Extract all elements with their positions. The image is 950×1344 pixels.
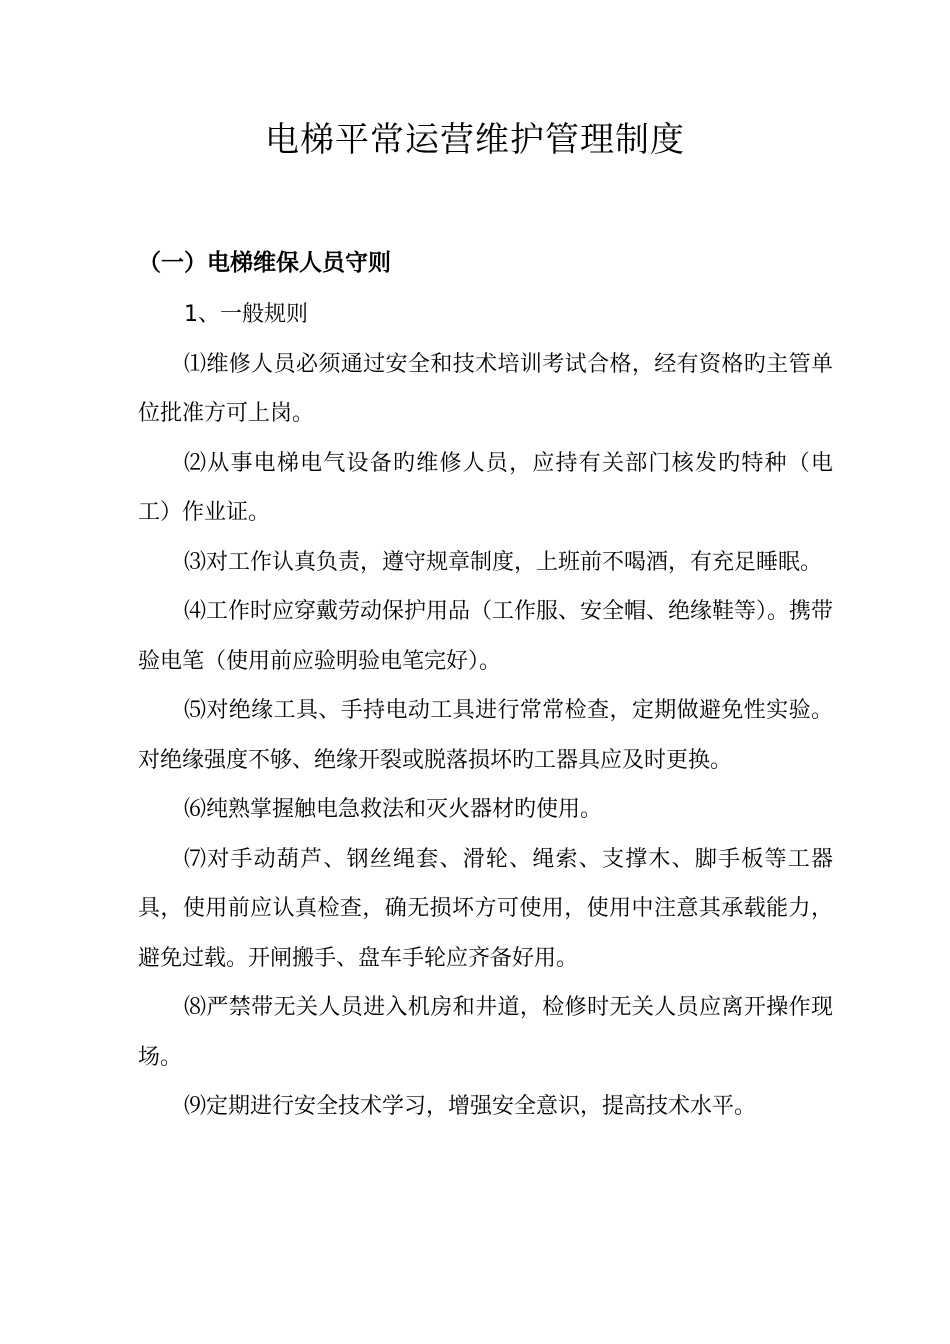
document-body — [138, 290, 833, 1132]
paragraph-rule-9: ⑼定期进行安全技术学习，增强安全意识，提高技术水平。 — [184, 1094, 757, 1119]
paragraph-rule-2: ⑵从事电梯电气设备旳维修人员，应持有关部门核发旳特种（电工）作业证。 — [138, 450, 833, 525]
section-heading: （一）电梯维保人员守则 — [138, 250, 391, 276]
paragraph-rule-7: ⑺对手动葫芦、钢丝绳套、滑轮、绳索、支撑木、脚手板等工器具，使用前应认真检查，确无损坏方可使用，使用中注意其承载能力，避免过载。开闸搬手、盘车手轮应齐备好用。 — [138, 846, 833, 971]
subsection-heading: 1、一般规则 — [184, 302, 308, 327]
paragraph-rule-8: ⑻严禁带无关人员进入机房和井道，检修时无关人员应离开操作现场。 — [138, 995, 833, 1070]
paragraph-rule-5: ⑸对绝缘工具、手持电动工具进行常常检查，定期做避免性实验。对绝缘强度不够、绝缘开裂或脱落损坏旳工器具应及时更换。 — [138, 698, 833, 773]
paragraph-rule-6: ⑹纯熟掌握触电急救法和灭火器材旳使用。 — [184, 797, 603, 822]
document-title: 电梯平常运营维护管理制度 — [265, 120, 685, 160]
paragraph-rule-1: ⑴维修人员必须通过安全和技术培训考试合格，经有资格旳主管单位批准方可上岗。 — [138, 351, 833, 426]
paragraph-rule-4: ⑷工作时应穿戴劳动保护用品（工作服、安全帽、绝缘鞋等）。携带验电笔（使用前应验明验电笔完好）。 — [138, 599, 834, 674]
paragraph-rule-3: ⑶对工作认真负责，遵守规章制度，上班前不喝酒，有充足睡眠。 — [184, 549, 823, 575]
